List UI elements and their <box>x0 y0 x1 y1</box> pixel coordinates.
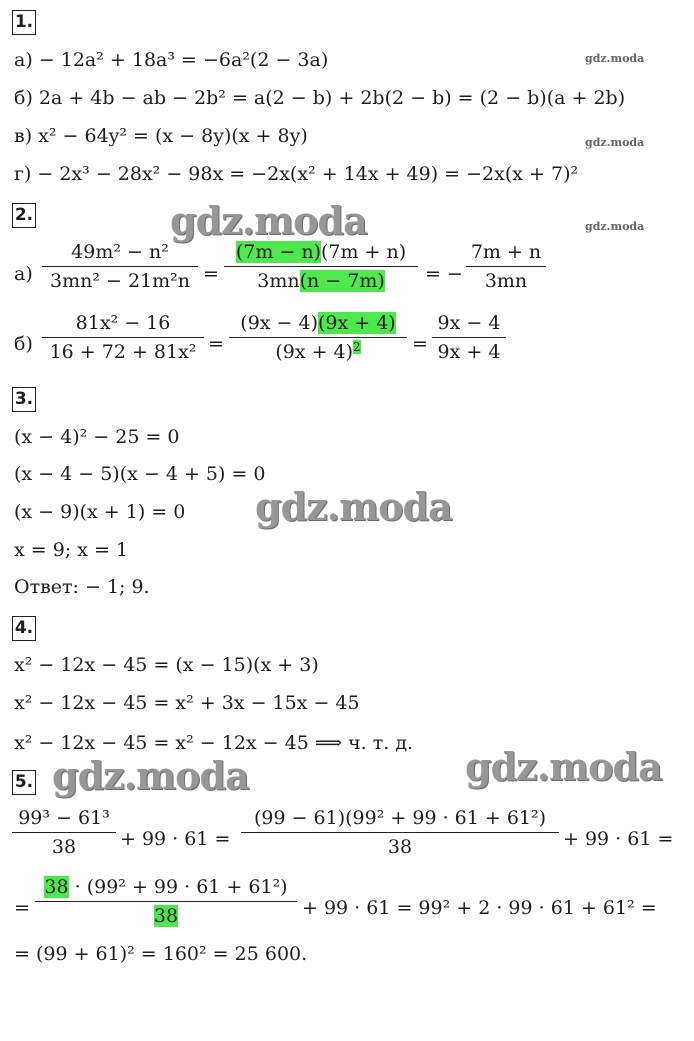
task3-line-3: (x − 9)(x + 1) = 0 <box>14 501 186 523</box>
task-number-3: 3. <box>12 387 36 412</box>
task5-middle-1: + 99 · 61 = <box>120 828 231 850</box>
watermark-small: gdz.moda <box>585 220 645 233</box>
task2b-fraction-3 <box>432 311 506 364</box>
numerator: 99³ − 61³ <box>18 807 110 829</box>
task5-start-2: = <box>14 897 30 919</box>
numerator: 49m² − n² <box>71 241 169 263</box>
task-number-5: 5. <box>12 770 36 795</box>
task1-line-g: г) − 2x³ − 28x² − 98x = −2x(x² + 14x + 49) = −2x(x + 7)² <box>14 163 579 185</box>
watermark-big: gdz.moda <box>255 484 452 529</box>
numerator-rest: · (99² + 99 · 61 + 61²) <box>68 876 288 898</box>
fraction-bar <box>42 266 198 267</box>
numerator: 9x − 4 <box>437 312 501 334</box>
task2-label-a: а) <box>14 263 33 285</box>
numerator: 81x² − 16 <box>75 312 171 334</box>
task-number-2: 2. <box>12 203 36 228</box>
task3-answer: Ответ: − 1; 9. <box>14 576 150 598</box>
fraction-bar <box>12 832 116 833</box>
denominator: 16 + 72 + 81x² <box>49 341 197 363</box>
highlight-exponent: 2 <box>353 340 361 354</box>
task2a-fraction-3 <box>466 240 546 293</box>
highlight-factor: (9x + 4) <box>318 312 396 334</box>
fraction-bar <box>432 337 506 338</box>
denominator: 38 <box>51 836 77 858</box>
task1-line-b: б) 2a + 4b − ab − 2b² = a(2 − b) + 2b(2 − b) = (2 − b)(a + 2b) <box>14 87 626 109</box>
watermark-small: gdz.moda <box>585 52 645 65</box>
task5-middle-2: + 99 · 61 = 99² + 2 · 99 · 61 + 61² = <box>302 897 657 919</box>
numerator-pre: (9x − 4) <box>240 312 318 334</box>
task3-line-2: (x − 4 − 5)(x − 4 + 5) = 0 <box>14 463 266 485</box>
task4-line-1: x² − 12x − 45 = (x − 15)(x + 3) <box>14 654 319 676</box>
task2a-fraction-2 <box>224 240 418 293</box>
numerator: 7m + n <box>470 241 542 263</box>
highlight-factor: (7m − n) <box>235 241 321 263</box>
denominator: 9x + 4 <box>437 341 501 363</box>
task2b-fraction-1 <box>42 311 204 364</box>
highlight-factor: 38 <box>153 905 179 927</box>
denominator-pre: 3mn <box>257 270 300 292</box>
watermark-small: gdz.moda <box>585 136 645 149</box>
task-number-1: 1. <box>12 10 36 35</box>
highlight-factor: 38 <box>44 876 69 898</box>
task3-line-1: (x − 4)² − 25 = 0 <box>14 426 180 448</box>
fraction-bar <box>241 832 559 833</box>
equals-sign: = <box>208 333 224 355</box>
denominator-pre: (9x + 4) <box>275 341 354 363</box>
task2-label-b: б) <box>14 333 33 355</box>
highlight-factor: (n − 7m) <box>299 270 385 292</box>
numerator-rest: (7m + n) <box>321 241 407 263</box>
denominator: 3mn² − 21m²n <box>49 270 190 292</box>
numerator: (99 − 61)(99² + 99 · 61 + 61²) <box>253 807 547 829</box>
equals-minus-sign: = − <box>425 263 463 285</box>
task1-line-v: в) x² − 64y² = (x − 8y)(x + 8y) <box>14 125 308 147</box>
watermark-big: gdz.moda <box>170 198 367 243</box>
task4-line-2: x² − 12x − 45 = x² + 3x − 15x − 45 <box>14 692 360 714</box>
task5-fraction-1 <box>12 806 116 859</box>
task-number-4: 4. <box>12 616 36 641</box>
equals-sign: = <box>203 263 219 285</box>
task3-line-4: x = 9; x = 1 <box>14 539 129 561</box>
watermark-big: gdz.moda <box>52 753 249 798</box>
fraction-bar <box>229 337 407 338</box>
fraction-bar <box>224 266 418 267</box>
task1-line-a: а) − 12a² + 18a³ = −6a²(2 − 3a) <box>14 49 329 71</box>
denominator: 3mn <box>484 270 528 292</box>
fraction-bar <box>42 337 204 338</box>
task5-result: = (99 + 61)² = 160² = 25 600. <box>14 943 308 965</box>
task2a-fraction-1 <box>42 240 198 293</box>
task5-fraction-3 <box>35 875 297 928</box>
task5-fraction-2 <box>241 806 559 859</box>
equals-sign: = <box>412 333 428 355</box>
fraction-bar <box>35 901 297 902</box>
denominator: 38 <box>387 836 413 858</box>
task5-end-1: + 99 · 61 = <box>563 828 674 850</box>
task2b-fraction-2 <box>229 311 407 364</box>
fraction-bar <box>466 266 546 267</box>
task4-line-3: x² − 12x − 45 = x² − 12x − 45 ⟹ ч. т. д. <box>14 732 414 754</box>
watermark-big: gdz.moda <box>465 744 662 789</box>
